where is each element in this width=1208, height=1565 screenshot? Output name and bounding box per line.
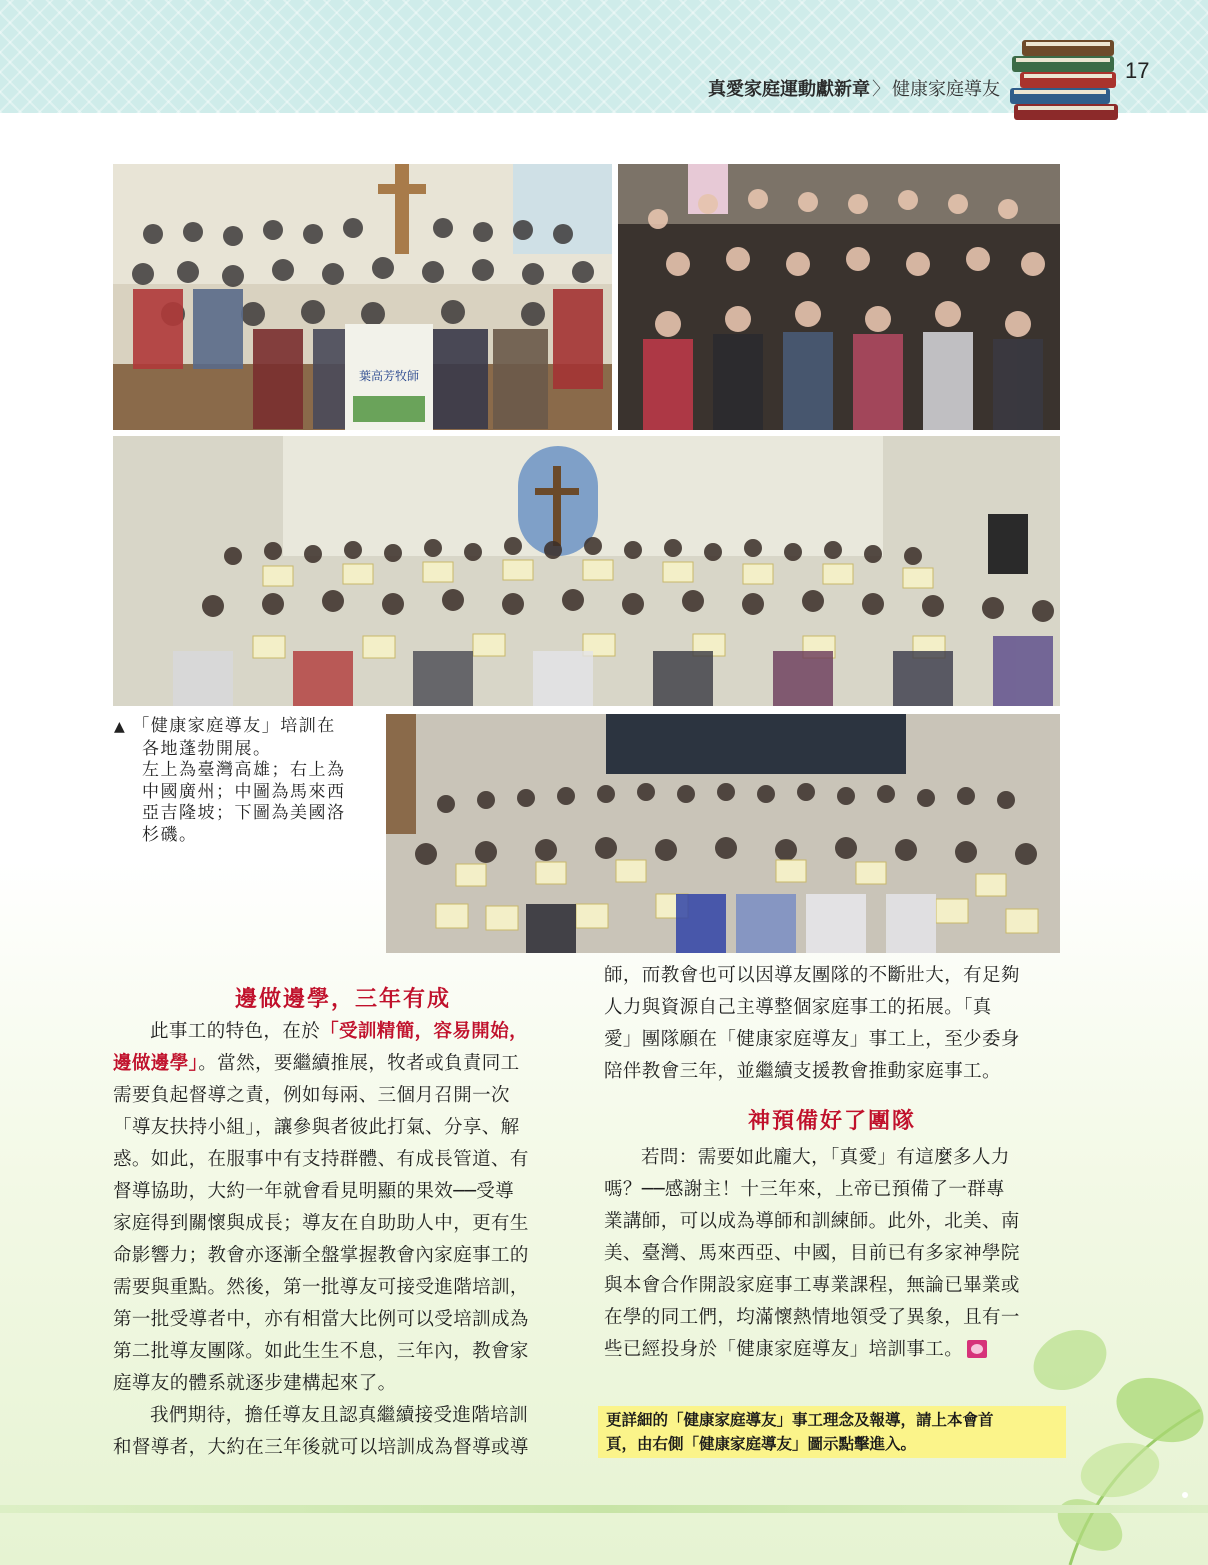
section-heading-team: 神預備好了團隊 [747, 1109, 916, 1134]
text-line: 嗎？──感謝主！十三年來，上帝已預備了一群專 [604, 1179, 1006, 1200]
text-line: 與本會合作開設家庭事工專業課程，無論已畢業或 [604, 1275, 1020, 1296]
text-line: 在學的同工們，均滿懷熱情地領受了異象，且有一 [604, 1307, 1020, 1328]
caption-line: 各地蓬勃開展。 [142, 738, 272, 759]
banner-text: 葉高芳牧師 [358, 369, 420, 383]
page-number: 17 [1125, 58, 1150, 83]
text-line: 第一批受導者中，亦有相當大比例可以受培訓成為 [113, 1309, 529, 1330]
caption-line: 中國廣州；中圖為馬來西 [142, 781, 346, 802]
caption-line: ▲ 「健康家庭導友」培訓在 [114, 716, 336, 736]
text-line: 些已經投身於「健康家庭導友」培訓事工。 [604, 1339, 964, 1360]
footer-divider [0, 1505, 1208, 1513]
text-line: 需要負起督導之責，例如每兩、三個月召開一次 [113, 1085, 510, 1106]
text-line: 若問：需要如此龐大，「真愛」有這麼多人力 [641, 1147, 1010, 1168]
note-line: 更詳細的「健康家庭導友」事工理念及報導，請上本會首 [606, 1411, 994, 1429]
text-line: 我們期待，擔任導友且認真繼續接受進階培訓 [150, 1405, 529, 1426]
books-stack-icon [1006, 34, 1124, 126]
section-heading-learning: 邊做邊學，三年有成 [234, 987, 451, 1012]
photo-caption [114, 716, 384, 846]
text-line: 需要與重點。然後，第一批導友可接受進階培訓， [113, 1277, 529, 1298]
photo-taiwan-kaohsiung [113, 164, 612, 430]
leaves-decoration-icon [1010, 1300, 1208, 1565]
caption-line: 左上為臺灣高雄；右上為 [142, 760, 346, 780]
right-column [604, 960, 1060, 1366]
text-line: 和督導者，大約在三年後就可以培訓成為督導或導 [113, 1437, 529, 1458]
text-line: 陪伴教會三年，並繼續支援教會推動家庭事工。 [604, 1061, 1001, 1082]
triangle-icon: ▲ [114, 719, 127, 735]
highlight-text: 「受訓精簡，容易開始， [320, 1021, 529, 1042]
caption-line: 亞吉隆坡；下圖為美國洛 [142, 803, 346, 823]
text-line: 家庭得到關懷與成長；導友在自助助人中，更有生 [113, 1213, 529, 1234]
text-line: 業講師，可以成為導師和訓練師。此外，北美、南 [604, 1211, 1020, 1232]
text-line: 命影響力；教會亦逐漸全盤掌握教會內家庭事工的 [113, 1245, 529, 1266]
photo-malaysia-kuala-lumpur [113, 436, 1060, 706]
text-line: 「導友扶持小組」，讓參與者彼此打氣、分享、解 [113, 1117, 520, 1138]
paragraph-continued [604, 960, 1060, 1088]
running-header-subtitle: 健康家庭導友 [892, 79, 1000, 100]
text-line: 師，而教會也可以因導友團隊的不斷壯大，有足夠 [604, 965, 1020, 986]
text-line: 美、臺灣、馬來西亞、中國，目前已有多家神學院 [604, 1243, 1020, 1264]
text-line: 惑。如此，在服事中有支持群體、有成長管道、有 [113, 1149, 529, 1170]
left-column [113, 986, 573, 1464]
running-header-title: 真愛家庭運動獻新章 [708, 79, 870, 100]
text-line: 督導協助，大約一年就會看見明顯的果效──受導 [113, 1181, 515, 1202]
caption-line: 杉磯。 [142, 824, 198, 845]
running-header-separator: 〉 [872, 79, 890, 100]
text-line: 人力與資源自己主導整個家庭事工的拓展。「真 [604, 997, 992, 1018]
note-line: 頁，由右側「健康家庭導友」圖示點擊進入。 [606, 1435, 917, 1453]
paragraph-2 [113, 1400, 573, 1464]
photo-usa-los-angeles [386, 714, 1060, 953]
text-line: 庭導友的體系就逐步建構起來了。 [113, 1373, 397, 1394]
text-line: 愛」團隊願在「健康家庭導友」事工上，至少委身 [604, 1029, 1020, 1050]
text-line: 第二批導友團隊。如此生生不息，三年內，教會家 [113, 1341, 529, 1362]
highlight-text: 邊做邊學」 [113, 1053, 199, 1074]
running-header [708, 75, 1000, 101]
paragraph-3 [604, 1142, 1060, 1366]
paragraph-1: 此事工的特色，在於「受訓精簡，容易開始， 邊做邊學」。當然，要繼續推展，牧者或負責同工 需要負起督導之責，例如每兩、三個月召開一次 「導友扶持小組」，讓參與者彼此打氣、分享、解 惑。如此，在服事中有支持群體、有成長管道、有 督導協助，大約一年就會看見明顯的果效──受導 家庭得到關懷與成長；導友在自助助人中，更有生 命影響力；教會亦逐漸全盤掌握教會內家庭事工的 需要與重點。然後，第一批導友可接受進階培訓， 第一批受導者中，亦有相當大比例可以受培訓成為 第二批導友團隊。如此生生不息，三年內，教會家 庭導友的體系就逐步建構起來了。 [113, 1016, 573, 1400]
photo-china-guangzhou [618, 164, 1060, 430]
end-mark-icon [967, 1340, 987, 1358]
info-note [598, 1406, 1066, 1458]
